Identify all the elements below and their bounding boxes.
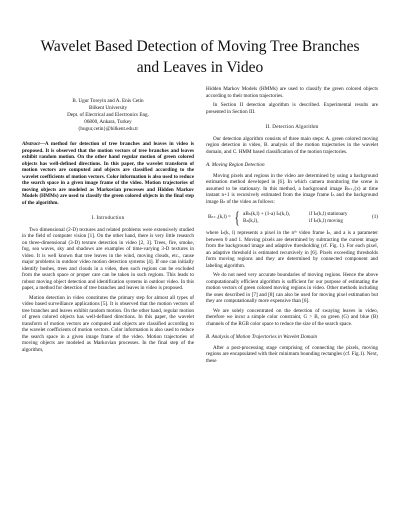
equation-case-2-expr: Bₙ(k,l), (243, 217, 259, 224)
subsection-heading-a: A. Moving Region Detection (206, 162, 265, 168)
subsection-a-paragraph-2: where Iₙ(k, l) represents a pixel in the nᵗʰ video frame Iₙ, and a is a parameter between 0 and 1. Moving pixels are determined by subtracting the current image from the background image and adaptive thresholding (cf. Fig. 1). For each pixel, an adaptive threshold is estimated recursively in [6]. Pixels exceeding thresholds form moving regions and they are determined by connected component and labeling algorithm. (206, 230, 378, 269)
abstract-label: Abstract (22, 141, 40, 147)
subsection-heading-b: B. Analysis of Motion Trajectories in Wavelet Domain (206, 334, 318, 340)
equation-case-2-cond: if Iₙ(k,l) moving (309, 217, 343, 224)
equation-case-1-expr: aBₙ(k,l) + (1-a) Iₙ(k,l), (243, 210, 291, 217)
equation-lhs: Bₙ₊₁(k,l) = (208, 214, 231, 221)
abstract-text: —A method for detection of tree branches and leaves in video is proposed. It is observed that the motion vectors of tree branches and leaves exhibit random motion. On the other hand regular motion of green colored objects has well-defined directions. In this paper, the wavelet transform of motion vectors are computed and objects are classified according to the wavelet coefficients of motion vectors. Color information is also used to reduce the search space in a given image frame of the video. Motion trajectories of moving objects are modeled as Markovian processes and Hidden Markov Models (HMMs) are used to classify the green colored objects in the final step of the algorithm. (22, 141, 194, 206)
author-university: Bilkent University (88, 105, 128, 111)
author-address: 06800, Ankara, Turkey (84, 119, 132, 125)
author-email: {bugur,cetin}@bilkent.edu.tr (77, 126, 139, 132)
equation-1 (208, 209, 378, 226)
subsection-a-paragraph-1: Moving pixels and regions in the video are determined by using a background estimation method developed in [6]. In which camera monitoring the scene is assumed to be stationary. In this method, a background image Bₙ₊₁(x) at time instant n+1 is recursively estimated from the image frame Iₙ and the background image Bₙ of the video as follows: (206, 172, 378, 205)
intro-paragraph-2: Motion detection in video constitutes the primary step for almost all types of video based surveillance applications [5]. It is observed that the motion vectors of tree branches and leaves exhibit random motion. On the other hand, regular motion of green colored objects has well-defined directions. In this paper, the wavelet transform of motion vectors are computed and objects are classified according to the wavelet coefficients of motion vectors. Color information is also used to reduce the search space in a given image frame of the video. Motion trajectories of moving objects are modeled as Markovian processes. In the final step of the algorithm, (22, 294, 194, 353)
left-column (22, 86, 194, 356)
author-names: B. Ugur Toreyin and A. Enis Cetin (72, 98, 144, 104)
equation-case-1 (243, 211, 347, 218)
equation-case-2 (243, 218, 347, 225)
author-department: Dept. of Electrical and Electronics Eng. (67, 112, 149, 118)
right-column (206, 86, 378, 367)
intro-paragraph-1: Two dimensional (2-D) textures and related problems were extensively studied in the field of computer vision [1]. On the other hand, there is very little research on three-dimensional (3-D) texture detection in video [2, 3]. Trees, fire, smoke, fog, sea waves, sky and shadows are examples of time-varying 3-D textures in video. It is well known that tree leaves in the wind, moving clouds, etc., cause major problems in outdoor video motion detection systems [4]. If one can initially identify bushes, trees and clouds in a video, then such regions can be excluded from the search space or proper care can be taken in such regions. This leads to robust moving object detection and identification systems in outdoor video. In this paper, a method for detection of tree branches and leaves in video is proposed. (22, 226, 194, 291)
section-heading-introduction: I. Introduction (91, 215, 125, 221)
intro-paragraph-3: Hidden Markov Models (HMMs) are used to classify the green colored objects according to their motion trajectories. (206, 86, 378, 99)
abstract (22, 141, 194, 206)
author-block (22, 98, 194, 133)
equation-number: (1) (372, 214, 378, 221)
equation-case-1-cond: if Iₙ(k,l) stationary (309, 210, 348, 217)
algorithm-paragraph-1: Our detection algorithm consists of three main steps: A. green colored moving region detection in video, B. analysis of the motion trajectories in the wavelet domain, and C. HMM based classification of the motion trajectories. (206, 135, 378, 155)
intro-paragraph-4: In Section II detection algorithm is described. Experimental results are presented in Section III. (206, 102, 378, 115)
title-line-1: Wavelet Based Detection of Moving Tree Branches (40, 38, 360, 55)
paper-title (0, 36, 400, 78)
subsection-a-paragraph-3: We do not need very accurate boundaries of moving regions. Hence the above computationally efficient algorithm is sufficient for our purpose of estimating the motion vectors of green colored moving regions in video. Other methods including the ones described in [7] and [8] can also be used for moving pixel estimation but they are computationally more expensive than [6]. (206, 272, 378, 304)
equation-cases (243, 211, 347, 225)
section-heading-detection-algorithm: II. Detection Algorithm (265, 124, 319, 130)
title-line-2: and Leaves in Video (136, 59, 264, 76)
subsection-a-paragraph-4: We are solely concentrated on the detection of swaying leaves in video, therefore we incur a simple color constraint, G > B, on green (G) and blue (B) channels of the RGB color space to reduce the size of the search space. (206, 307, 378, 327)
subsection-b-paragraph-1: After a post-processing stage comprising of connecting the pixels, moving regions are encapsulated with their minimum bounding rectangles (cf. Fig.1). Next, these (206, 344, 378, 364)
equation-brace: { (234, 208, 240, 227)
